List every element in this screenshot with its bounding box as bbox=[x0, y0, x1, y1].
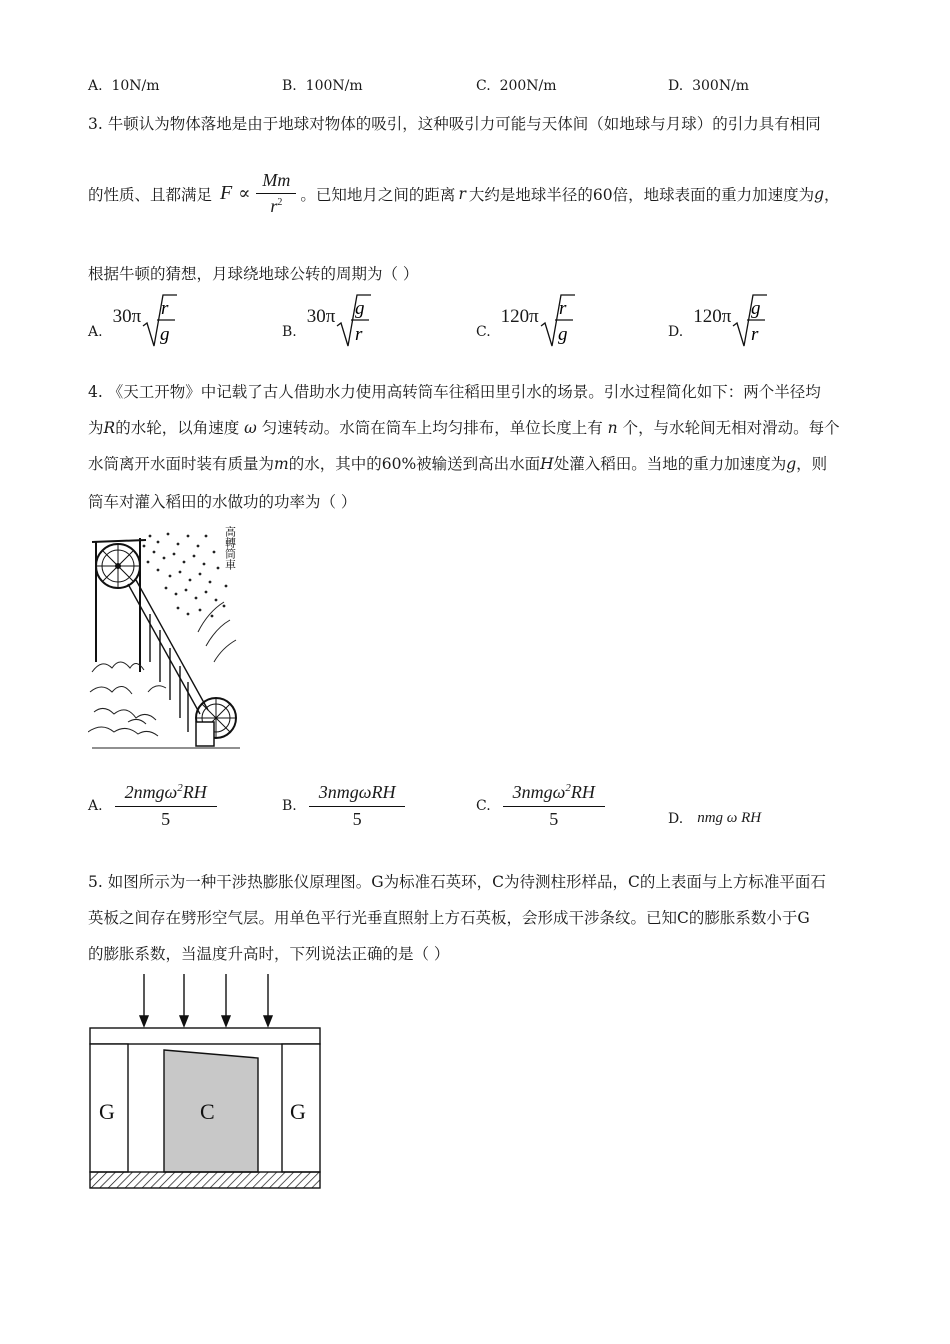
light-arrows bbox=[140, 974, 272, 1026]
fraction-numerator bbox=[503, 782, 605, 807]
fraction-denominator: 5 bbox=[161, 809, 171, 829]
option-coef: 120π bbox=[500, 306, 539, 327]
q4-var-omega: ω bbox=[244, 419, 257, 437]
fraction-numerator: 3nmgωRH bbox=[309, 782, 406, 807]
base-plate bbox=[90, 1172, 320, 1188]
formula-exp: 2 bbox=[277, 197, 283, 208]
q3-option-a[interactable] bbox=[88, 292, 178, 348]
waterwheel-illustration bbox=[88, 522, 242, 754]
sqrt-denominator: g bbox=[160, 324, 170, 345]
sqrt-icon bbox=[540, 292, 576, 348]
q3-var-g: g bbox=[814, 184, 825, 203]
option-coef: 30π bbox=[306, 306, 336, 327]
q3-text-a: 。已知地月之间的距离 bbox=[300, 185, 456, 204]
sqrt-icon bbox=[732, 292, 768, 348]
q2-option-d[interactable] bbox=[668, 78, 749, 94]
q2-option-c[interactable] bbox=[476, 78, 557, 94]
q4-text: ，则 bbox=[796, 455, 828, 473]
q3-text-pre: 的性质、且都满足 bbox=[88, 185, 213, 204]
q4-var-n: n bbox=[607, 419, 618, 437]
q4-text: 的水轮，以角速度 bbox=[115, 419, 240, 437]
option-letter: C. bbox=[476, 78, 491, 94]
fraction-denominator: 5 bbox=[549, 809, 559, 829]
q3-text-b: 大约是地球半径的60倍，地球表面的重力加速度为 bbox=[468, 185, 815, 204]
q5-line-3: 的膨胀系数，当温度升高时，下列说法正确的是（ ） bbox=[88, 945, 450, 963]
q2-option-b[interactable] bbox=[282, 78, 363, 94]
q4-text: 的水，其中的60%被输送到高出水面 bbox=[288, 455, 541, 473]
option-coef: 30π bbox=[112, 306, 142, 327]
sqrt-numerator: r bbox=[558, 298, 567, 319]
q5-line-2: 英板之间存在劈形空气层。用单色平行光垂直照射上方石英板，会形成干涉条纹。已知C的膨胀系数小于G bbox=[88, 909, 810, 927]
q4-var-g: g bbox=[786, 455, 797, 473]
num-part: RH bbox=[570, 782, 595, 802]
q5-line-1: 5. 如图所示为一种干涉热膨胀仪原理图。G为标准石英环，C为待测柱形样品，C的上表面与上方标准平面石 bbox=[88, 873, 826, 891]
q2-option-a[interactable] bbox=[88, 78, 160, 94]
dilatometer-svg bbox=[86, 972, 326, 1194]
dilatometer-diagram bbox=[86, 972, 326, 1194]
q4-line-4: 筒车对灌入稻田的水做功的功率为（ ） bbox=[88, 493, 357, 511]
formula-numerator: Mm bbox=[256, 170, 296, 194]
q4-option-c[interactable] bbox=[476, 782, 605, 830]
q4-option-d[interactable] bbox=[668, 810, 761, 827]
formula-proportional: ∝ bbox=[238, 183, 251, 203]
option-letter: B. bbox=[282, 324, 297, 340]
q3-text-c: ， bbox=[824, 185, 840, 204]
q4-text: 个，与水轮间无相对滑动。每个 bbox=[622, 419, 840, 437]
q3-option-d[interactable] bbox=[668, 292, 768, 348]
formula-r: r bbox=[270, 196, 278, 216]
option-letter: C. bbox=[476, 324, 491, 340]
formula-fraction bbox=[256, 170, 296, 217]
option-letter: D. bbox=[668, 78, 684, 94]
q3-var-r: r bbox=[458, 184, 466, 203]
sqrt-denominator: r bbox=[751, 324, 759, 345]
sqrt-icon bbox=[336, 292, 372, 348]
formula-denominator bbox=[270, 194, 282, 217]
q4-var-H: H bbox=[540, 455, 554, 473]
option-letter: D. bbox=[668, 810, 684, 827]
num-part: RH bbox=[182, 782, 207, 802]
q3-line-3: 根据牛顿的猜想，月球绕地球公转的周期为（ ） bbox=[88, 265, 419, 283]
option-coef: 120π bbox=[693, 306, 732, 327]
option-letter: C. bbox=[476, 798, 491, 814]
label-g-left: G bbox=[99, 1099, 115, 1124]
figure-caption: 高轉筒車 bbox=[223, 526, 237, 570]
option-text: 200N/m bbox=[499, 78, 557, 94]
option-text: 10N/m bbox=[111, 78, 160, 94]
option-fraction bbox=[309, 782, 406, 830]
num-sup: 2 bbox=[565, 782, 571, 794]
num-part: 2nmgω bbox=[124, 782, 178, 802]
q4-text: 水筒离开水面时装有质量为 bbox=[88, 455, 275, 473]
q3-line-2 bbox=[88, 170, 840, 217]
fraction-denominator: 5 bbox=[352, 809, 362, 829]
q4-var-R: R bbox=[103, 419, 116, 437]
q4-text: 处灌入稻田。当地的重力加速度为 bbox=[553, 455, 787, 473]
option-letter: B. bbox=[282, 798, 297, 814]
num-part: 3nmgω bbox=[512, 782, 566, 802]
option-text: 100N/m bbox=[305, 78, 363, 94]
q4-option-a[interactable] bbox=[88, 782, 217, 830]
formula-force: F bbox=[220, 182, 233, 204]
option-letter: D. bbox=[668, 324, 684, 340]
option-letter: A. bbox=[88, 798, 103, 814]
option-letter: A. bbox=[88, 324, 103, 340]
q3-line-1: 3. 牛顿认为物体落地是由于地球对物体的吸引，这种吸引力可能与天体间（如地球与月球）的引力具有相同 bbox=[88, 115, 821, 133]
sqrt-icon bbox=[142, 292, 178, 348]
fraction-numerator bbox=[115, 782, 217, 807]
option-letter: A. bbox=[88, 78, 103, 94]
q4-text: 匀速转动。水筒在筒车上均匀排布，单位长度上有 bbox=[261, 419, 603, 437]
q4-text: 为 bbox=[88, 419, 104, 437]
option-letter: B. bbox=[282, 78, 297, 94]
sqrt-numerator: g bbox=[751, 298, 761, 319]
quartz-plate bbox=[90, 1028, 320, 1044]
option-text: 300N/m bbox=[692, 78, 750, 94]
q4-line-3 bbox=[88, 452, 827, 474]
option-fraction bbox=[503, 782, 605, 830]
sqrt-numerator: g bbox=[355, 298, 365, 319]
gravity-formula bbox=[220, 170, 296, 217]
sqrt-denominator: g bbox=[557, 324, 568, 345]
sqrt-numerator: r bbox=[161, 298, 169, 319]
sqrt-denominator: r bbox=[355, 324, 363, 345]
q3-option-b[interactable] bbox=[282, 292, 372, 348]
q4-line-1: 4. 《天工开物》中记载了古人借助水力使用高转筒车往稻田里引水的场景。引水过程简化如下：两个半径均 bbox=[88, 383, 821, 401]
num-sup: 2 bbox=[177, 782, 183, 794]
q4-line-2 bbox=[88, 416, 840, 438]
q4-option-b[interactable] bbox=[282, 782, 405, 830]
q4-var-m: m bbox=[274, 455, 289, 473]
option-text: nmg ω RH bbox=[697, 810, 762, 826]
option-fraction bbox=[115, 782, 217, 830]
waterwheel-drawing bbox=[88, 522, 242, 754]
label-c: C bbox=[200, 1099, 215, 1124]
label-g-right: G bbox=[290, 1099, 306, 1124]
q3-option-c[interactable] bbox=[476, 292, 576, 348]
